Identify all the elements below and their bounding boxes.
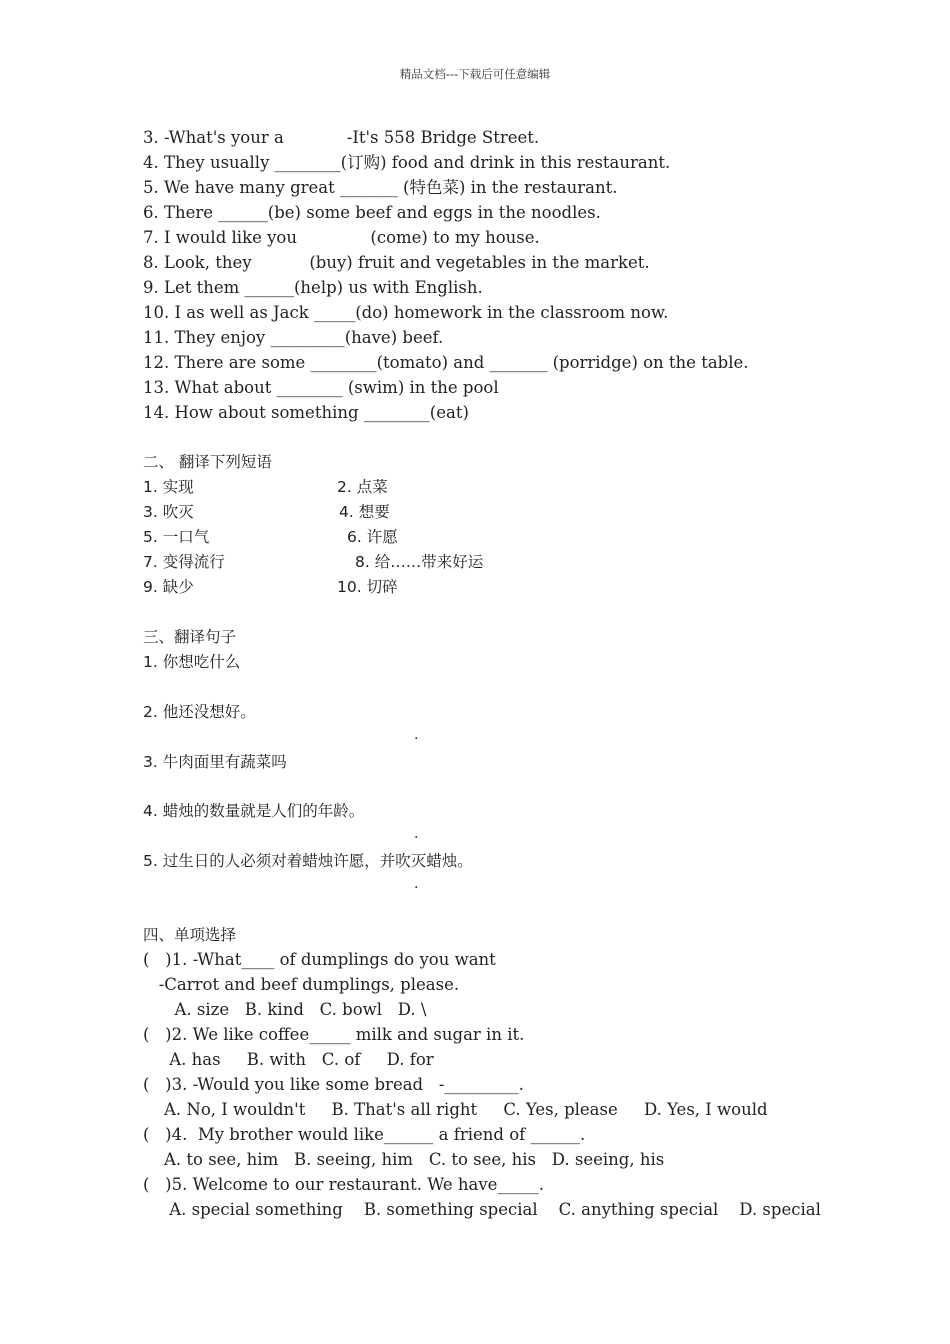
phrase-item: 3. 吹灭 [143,503,194,521]
phrase-item: 9. 缺少 [143,578,194,596]
section-title: 三、翻译句子 [143,628,237,646]
phrase-item: 7. 变得流行 [143,553,225,571]
fill-item: 9. Let them ______(help) us with English. [143,278,483,297]
phrase-item: 8. 给……带来好运 [355,553,484,571]
phrase-item: 6. 许愿 [347,528,398,546]
phrase-item: 5. 一口气 [143,528,210,546]
phrase-item: 2. 点菜 [337,478,388,496]
answer-dot: . [414,727,419,743]
fill-item: 11. They enjoy _________(have) beef. [143,328,444,347]
fill-item: 5. We have many great _______ (特色菜) in the restaurant. [143,178,618,197]
fill-item: 4. They usually ________(订购) food and drink in this restaurant. [143,153,671,172]
choice-line: A. to see, him B. seeing, him C. to see, his D. seeing, his [143,1150,665,1169]
choice-line: ( )3. -Would you like some bread -_________. [143,1075,524,1094]
sentence-item: 4. 蜡烛的数量就是人们的年龄。 [143,802,365,820]
sentence-item: 3. 牛肉面里有蔬菜吗 [143,753,287,771]
sentence-item: 1. 你想吃什么 [143,653,241,671]
fill-item: 13. What about ________ (swim) in the pool [143,378,499,397]
choice-line: A. No, I wouldn't B. That's all right C. Yes, please D. Yes, I would [143,1100,768,1119]
fill-item: 7. I would like you (come) to my house. [143,228,540,247]
answer-dot: . [414,876,419,892]
choice-line: ( )4. My brother would like______ a friend of ______. [143,1125,586,1144]
choice-line: -Carrot and beef dumplings, please. [143,975,460,994]
sentence-item: 2. 他还没想好。 [143,703,256,721]
phrase-item: 1. 实现 [143,478,194,496]
choice-line: ( )5. Welcome to our restaurant. We have_____. [143,1175,544,1194]
choice-line: A. has B. with C. of D. for [143,1050,434,1069]
fill-item: 10. I as well as Jack _____(do) homework in the classroom now. [143,303,669,322]
choice-line: A. size B. kind C. bowl D. \ [143,1000,427,1019]
phrase-item: 10. 切碎 [337,578,398,596]
choice-line: A. special something B. something special C. anything special D. special [143,1200,821,1219]
section-title: 二、 翻译下列短语 [143,453,272,471]
fill-item: 8. Look, they (buy) fruit and vegetables in the market. [143,253,650,272]
fill-item: 14. How about something ________(eat) [143,403,469,422]
sentence-item: 5. 过生日的人必须对着蜡烛许愿，并吹灭蜡烛。 [143,852,473,870]
fill-item: 3. -What's your a -It's 558 Bridge Street. [143,128,540,147]
fill-item: 12. There are some ________(tomato) and _______ (porridge) on the table. [143,353,749,372]
fill-item: 6. There ______(be) some beef and eggs in the noodles. [143,203,601,222]
section-title: 四、单项选择 [143,926,237,944]
page-header: 精品文档---下载后可任意编辑 [399,67,551,81]
choice-line: ( )1. -What____ of dumplings do you want [143,950,496,969]
choice-line: ( )2. We like coffee_____ milk and sugar in it. [143,1025,525,1044]
answer-dot: . [414,826,419,842]
phrase-item: 4. 想要 [339,503,390,521]
